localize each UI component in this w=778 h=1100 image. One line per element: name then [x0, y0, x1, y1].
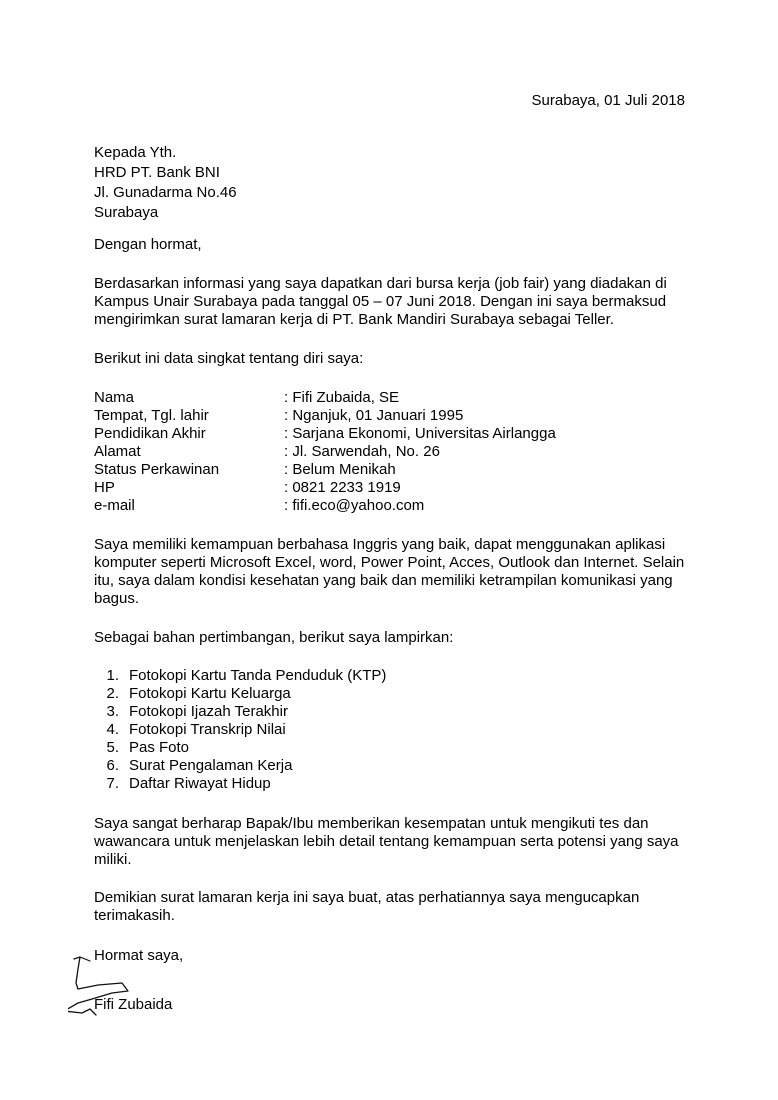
attachment-item — [94, 703, 694, 721]
attachment-number: 5. — [106, 739, 119, 756]
attachment-number: 4. — [106, 721, 119, 738]
recipient-address — [94, 143, 694, 223]
data-value: : Belum Menikah — [284, 461, 396, 478]
data-value: : Nganjuk, 01 Januari 1995 — [284, 407, 464, 424]
personal-data-row — [94, 407, 694, 425]
data-label: Alamat — [94, 443, 141, 460]
personal-data-row — [94, 425, 694, 443]
data-label: Tempat, Tgl. lahir — [94, 407, 209, 424]
attachment-item — [94, 667, 694, 685]
attachment-number: 6. — [106, 757, 119, 774]
attachment-item — [94, 775, 694, 793]
greeting: Dengan hormat, — [94, 236, 202, 253]
paragraph-data-intro: Berikut ini data singkat tentang diri saya: — [94, 350, 364, 367]
signature-block — [94, 947, 694, 1014]
personal-data-row — [94, 497, 694, 515]
personal-data-list — [94, 389, 694, 515]
data-label: Pendidikan Akhir — [94, 425, 206, 442]
personal-data-row — [94, 443, 694, 461]
attachment-list — [94, 667, 694, 793]
data-value: : Jl. Sarwendah, No. 26 — [284, 443, 440, 460]
letter-page — [94, 92, 694, 1014]
attachment-text: Fotokopi Kartu Tanda Penduduk (KTP) — [129, 667, 387, 684]
closing-salutation: Hormat saya, — [94, 947, 184, 964]
personal-data-row — [94, 461, 694, 479]
data-label: e-mail — [94, 497, 135, 514]
attachment-number: 1. — [106, 667, 119, 684]
paragraph-closing: Demikian surat lamaran kerja ini saya buat, atas perhatiannya saya mengucapkan terimakasih. — [94, 889, 640, 924]
paragraph-intro: Berdasarkan informasi yang saya dapatkan dari bursa kerja (job fair) yang diadakan di Kampus Unair Surabaya pada tanggal 05 – 07 Juni 2018. Dengan ini saya bermaksud mengirimkan surat lamaran kerja di PT. Bank Mandiri Surabaya sebagai Teller. — [94, 275, 667, 328]
data-label: HP — [94, 479, 115, 496]
attachment-item — [94, 685, 694, 703]
recipient-line: Jl. Gunadarma No.46 — [94, 184, 237, 201]
data-value: : Fifi Zubaida, SE — [284, 389, 400, 406]
attachment-text: Fotokopi Kartu Keluarga — [129, 685, 291, 702]
signer-name: Fifi Zubaida — [94, 996, 173, 1013]
attachment-item — [94, 721, 694, 739]
handwritten-signature — [68, 955, 178, 1025]
attachment-number: 7. — [106, 775, 119, 792]
attachment-text: Fotokopi Ijazah Terakhir — [129, 703, 288, 720]
recipient-line: Surabaya — [94, 204, 159, 221]
attachment-item — [94, 757, 694, 775]
recipient-line: HRD PT. Bank BNI — [94, 164, 220, 181]
attachment-item — [94, 739, 694, 757]
attachment-text: Fotokopi Transkrip Nilai — [129, 721, 286, 738]
attachment-number: 3. — [106, 703, 119, 720]
data-value: : fifi.eco@yahoo.com — [284, 497, 425, 514]
attachment-text: Daftar Riwayat Hidup — [129, 775, 271, 792]
attachment-text: Pas Foto — [129, 739, 190, 756]
recipient-line: Kepada Yth. — [94, 144, 177, 161]
data-value: : Sarjana Ekonomi, Universitas Airlangga — [284, 425, 556, 442]
data-label: Nama — [94, 389, 135, 406]
letter-date: Surabaya, 01 Juli 2018 — [531, 92, 685, 109]
paragraph-attachments-intro: Sebagai bahan pertimbangan, berikut saya lampirkan: — [94, 629, 454, 646]
personal-data-row — [94, 479, 694, 497]
data-value: : 0821 2233 1919 — [284, 479, 401, 496]
attachment-number: 2. — [106, 685, 119, 702]
paragraph-skills: Saya memiliki kemampuan berbahasa Inggris yang baik, dapat menggunakan aplikasi komputer seperti Microsoft Excel, word, Power Point, Acces, Outlook dan Internet. Selain itu, saya dalam kondisi kesehatan yang baik dan memiliki ketrampilan komunikasi yang bagus. — [94, 536, 685, 607]
paragraph-hope: Saya sangat berharap Bapak/Ibu memberikan kesempatan untuk mengikuti tes dan wawancara untuk menjelaskan lebih detail tentang kemampuan serta potensi yang saya miliki. — [94, 815, 679, 868]
data-label: Status Perkawinan — [94, 461, 220, 478]
attachment-text: Surat Pengalaman Kerja — [129, 757, 293, 774]
personal-data-row — [94, 389, 694, 407]
